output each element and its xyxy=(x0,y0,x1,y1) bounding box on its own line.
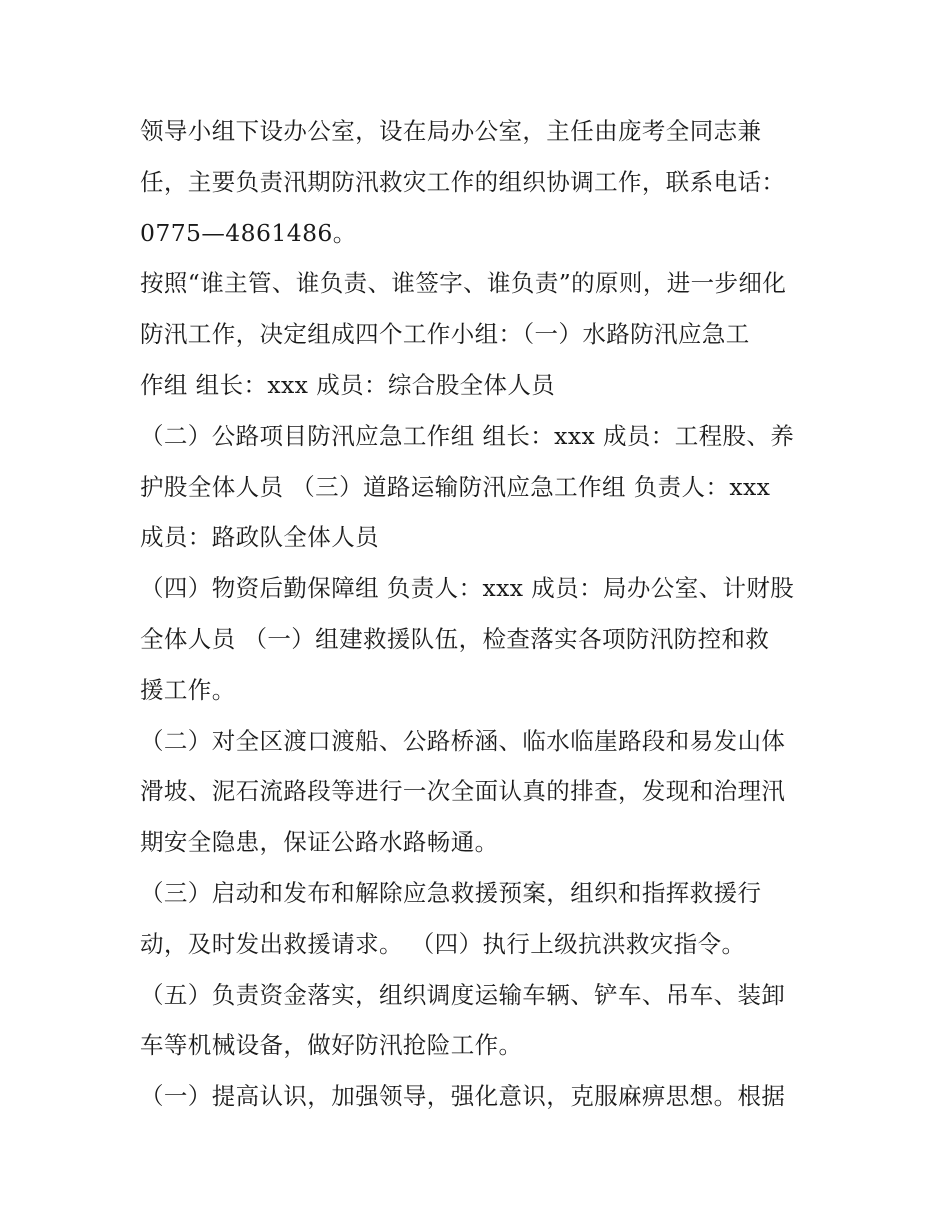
text-line-8: 护股全体人员 （三）道路运输防汛应急工作组 负责人：xxx xyxy=(140,472,771,501)
text-line-15: 期安全隐患，保证公路水路畅通。 xyxy=(140,828,499,857)
document-body xyxy=(140,106,820,1122)
text-line-11: 全体人员 （一）组建救援队伍，检查落实各项防汛防控和救 xyxy=(140,624,770,653)
text-line-20: （一）提高认识，加强领导，强化意识，克服麻痹思想。根据 xyxy=(140,1082,786,1111)
text-line-2: 任，主要负责汛期防汛救灾工作的组织协调工作，联系电话： xyxy=(140,167,786,196)
text-line-1: 领导小组下设办公室，设在局办公室，主任由庞考全同志兼 xyxy=(140,117,762,145)
text-line-14: 滑坡、泥石流路段等进行一次全面认真的排查，发现和治理汛 xyxy=(140,777,786,806)
text-line-3: 0775—4861486。 xyxy=(140,218,357,247)
text-line-7: （二）公路项目防汛应急工作组 组长：xxx 成员：工程股、养 xyxy=(140,421,795,450)
text-line-10: （四）物资后勤保障组 负责人：xxx 成员：局办公室、计财股 xyxy=(140,574,795,603)
text-line-6: 作组 组长：xxx 成员：综合股全体人员 xyxy=(140,370,556,399)
text-line-19: 车等机械设备，做好防汛抢险工作。 xyxy=(140,1031,523,1060)
text-line-5: 防汛工作，决定组成四个工作小组：（一）水路防汛应急工 xyxy=(140,320,750,349)
text-line-12: 援工作。 xyxy=(140,675,236,704)
text-line-13: （二）对全区渡口渡船、公路桥涵、临水临崖路段和易发山体 xyxy=(140,726,786,755)
text-line-9: 成员：路政队全体人员 xyxy=(140,523,379,552)
text-line-4: 按照“谁主管、谁负责、谁签字、谁负责”的原则，进一步细化 xyxy=(140,269,787,298)
text-line-18: （五）负责资金落实，组织调度运输车辆、铲车、吊车、装卸 xyxy=(140,980,786,1009)
text-line-17: 动，及时发出救援请求。 （四）执行上级抗洪救灾指令。 xyxy=(140,929,746,958)
text-line-16: （三）启动和发布和解除应急救援预案，组织和指挥救援行 xyxy=(140,878,762,907)
